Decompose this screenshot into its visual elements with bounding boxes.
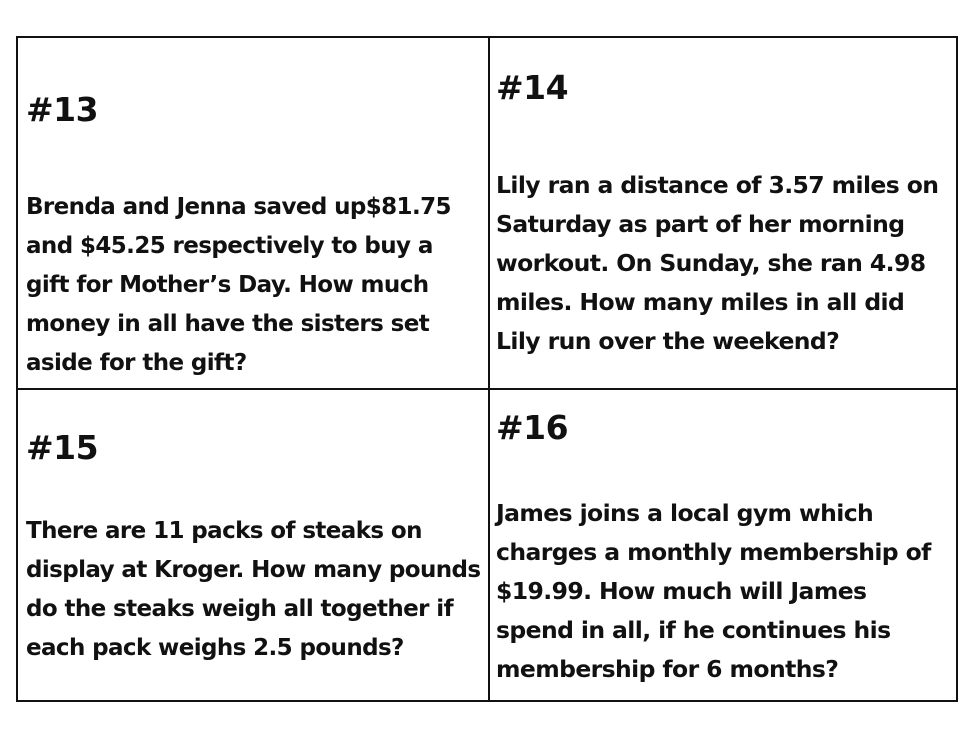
- task-card-13: [26, 40, 482, 386]
- card-number: #15: [26, 428, 99, 467]
- grid-horizontal-divider: [18, 388, 956, 390]
- card-number: #14: [496, 68, 569, 107]
- card-number: #16: [496, 408, 569, 447]
- task-card-15: [26, 392, 482, 700]
- card-question: There are 11 packs of steaks on display at Kroger. How many pounds do the steaks weigh all together if each pack weighs 2.5 pounds?: [26, 518, 481, 661]
- card-question: Lily ran a distance of 3.57 miles on Saturday as part of her morning workout. On Sunday, she ran 4.98 miles. How many miles in all did Lily run over the weekend?: [496, 171, 939, 355]
- card-question: James joins a local gym which charges a monthly membership of $19.99. How much will James spend in all, if he continues his membership for 6 months?: [496, 499, 931, 683]
- task-card-14: [496, 40, 946, 386]
- card-question: Brenda and Jenna saved up$81.75 and $45.25 respectively to buy a gift for Mother’s Day. How much money in all have the sisters set aside for the gift?: [26, 194, 451, 376]
- card-number: #13: [26, 90, 99, 129]
- grid-vertical-divider: [488, 38, 490, 700]
- task-card-16: [496, 392, 948, 700]
